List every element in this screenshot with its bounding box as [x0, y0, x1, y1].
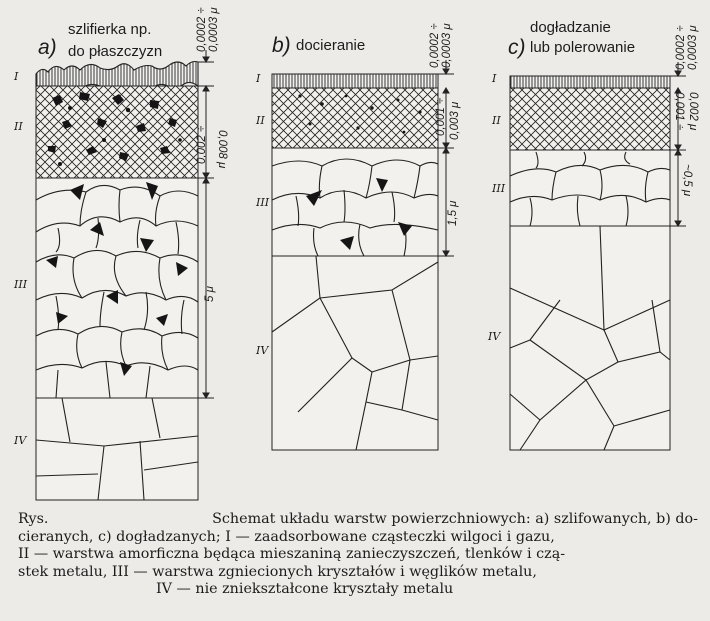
- panel-a-title-line-1: szlifierka np.: [68, 21, 152, 38]
- panel-b-label-ii: II: [256, 114, 265, 127]
- panel-b-layer-1: [272, 74, 438, 88]
- panel-a-label-iii: III: [14, 278, 28, 291]
- panel-c-dim-layer1-line1: 0,0002 ÷: [675, 25, 687, 70]
- panel-c-title-line-2: lub polerowanie: [530, 39, 636, 56]
- panel-a-label-i: I: [14, 70, 19, 83]
- panel-a-dim-layer2-line2: 0,008 μ: [216, 130, 228, 169]
- panel-c-layer-1: [510, 76, 670, 88]
- panel-c: [487, 19, 699, 450]
- panel-c-label-i: I: [492, 72, 497, 85]
- panel-a-dim-layer1-line2: 0,0003 μ: [208, 7, 220, 52]
- panel-a-letter: a): [38, 36, 57, 59]
- panel-c-dim-layer3: ~0,5 μ: [681, 164, 693, 197]
- caption-line-2: cieranych, c) dogładzanych; I — zaadsorbowane cząsteczki wilgoci i gazu,: [18, 528, 555, 545]
- panel-c-dimension-lines: [670, 62, 686, 226]
- panel-c-layer-2: [510, 88, 670, 150]
- caption-line-5: IV — nie zniekształcone kryształy metalu: [156, 581, 454, 597]
- caption-line-1-text: Schemat układu warstw powierzchniowych: a) szlifowanych, b) do-: [212, 511, 698, 527]
- panel-a-dim-layer3: 5 μ: [204, 286, 216, 302]
- panel-c-letter: c): [508, 36, 526, 59]
- panel-b-dim-layer2-line2: 0,003 μ: [449, 101, 461, 140]
- panel-b-label-iii: III: [256, 196, 270, 209]
- panel-b-letter: b): [272, 34, 291, 57]
- panel-c-bulk: [510, 150, 670, 450]
- figure-caption: [18, 511, 698, 599]
- panel-b-layer-2: [272, 88, 438, 148]
- panel-c-dim-layer2-line2: 0,002 μ: [687, 92, 699, 131]
- panel-b-label-i: I: [256, 72, 261, 85]
- panel-c-label-iv: IV: [488, 330, 501, 343]
- panel-c-dim-layer1-line2: 0,0003 μ: [687, 25, 699, 70]
- panel-a-bulk: [36, 178, 198, 500]
- panel-b: [255, 23, 461, 450]
- panel-b-dim-layer2-line1: 0,001 ÷: [435, 97, 447, 136]
- panel-a: [13, 7, 228, 500]
- panel-c-label-iii: III: [492, 182, 506, 195]
- panel-b-dim-layer1-line2: 0,0003 μ: [441, 23, 453, 68]
- panel-a-dim-layer2-line1: 0,002 ÷: [196, 125, 208, 164]
- panel-c-label-ii: II: [492, 114, 501, 127]
- panel-b-dim-layer3: 1,5 μ: [447, 200, 459, 226]
- panel-c-dim-layer2-line1: 0,001 ÷: [673, 92, 685, 131]
- panel-a-title-line-2: do płaszczyzn: [68, 43, 163, 60]
- panel-c-title-line-1: dogładzanie: [530, 19, 611, 36]
- panel-b-label-iv: IV: [256, 344, 269, 357]
- panel-a-dimension-lines: [198, 50, 214, 398]
- caption-line-3: II — warstwa amorficzna będąca mieszaniną zanieczyszczeń, tlenków i czą-: [18, 546, 566, 562]
- panel-b-title-line-1: docieranie: [296, 37, 366, 54]
- caption-line-4: stek metalu, III — warstwa zgniecionych kryształów i węglików metalu,: [18, 563, 537, 580]
- caption-line-1: [18, 511, 698, 529]
- panel-b-dim-layer1-line1: 0,0002 ÷: [429, 23, 441, 68]
- panel-a-label-ii: II: [14, 120, 23, 133]
- caption-label: Rys.: [18, 511, 49, 527]
- panel-a-dim-layer1-line1: 0,0002 ÷: [196, 7, 208, 52]
- panel-a-label-iv: IV: [14, 434, 27, 447]
